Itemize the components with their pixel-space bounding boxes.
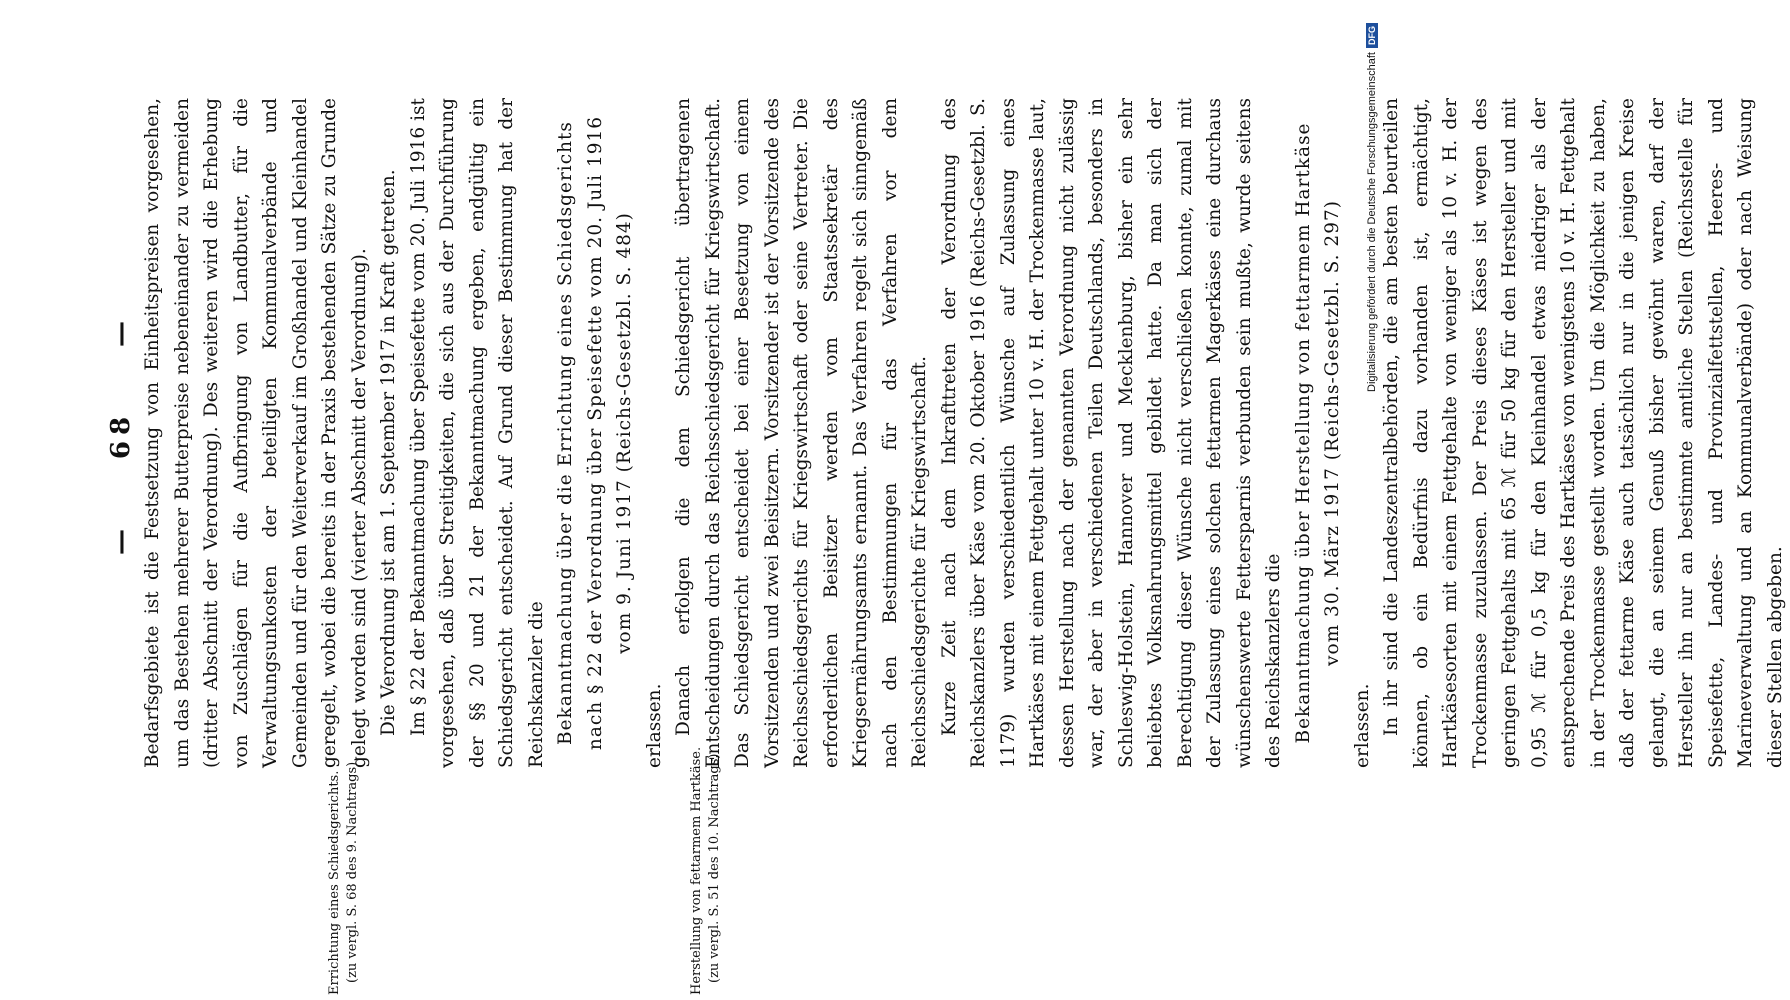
paragraph: In ihr sind die Landeszentralbehörden, die am besten beurteilen können, ob ein Bedürfnis dazu vorhanden ist, ermächtigt, Hartkäsesorten mit einem Fettgehalte von weniger als 10 v. H. der Trockenmasse zuzulassen. Der Preis dieses Käses ist wegen des geringen Fettgehalts mit 65 ℳ für 50 kg für den Hersteller und mit 0,95 ℳ für 0,5 kg für den Kleinhandel etwas niedriger als der entsprechende Preis des Hartkäses von wenigstens 10 v. H. Fettgehalt in der Trockenmasse gestellt worden. Um die Möglichkeit zu haben, daß der fettarme Käse auch tatsächlich nur in die jenigen Kreise gelangt, die an seinem Genuß bisher gewöhnt waren, darf der Hersteller ihn nur an bestimmte amtliche Stellen (Reichsstelle für Speisefette, Landes- und Provinzialfettstellen, Heeres- und Marineverwaltung und an Kommunalverbände) oder nach Weisung dieser Stellen abgeben. [1381,98,1786,768]
margin-note-title: Herstellung von fettarmem Hartkäse. [689,746,704,995]
paragraph: Die Verordnung ist am 1. September 1917 in Kraft getreten. [378,169,399,736]
page-header [106,315,136,555]
digitization-credit [1366,0,1378,392]
header-dash-left: — [106,523,136,555]
decree-title: Bekanntmachung über die Errichtung eines Schiedsgerichts nach § 22 der Verordnung über Speisefette vom 20. Juli 1916 vom 9. Juni 1917 (Reichs-Gesetzbl. S. 484) [555,115,635,751]
credit-text: Digitalisierung gefördert durch die Deutsche Forschungsgemeinschaft [1366,52,1378,392]
page-number: 68 [106,410,136,460]
dfg-logo: DFG [1366,23,1378,48]
margin-note-ref: (zu vergl. S. 51 des 10. Nachtrags). [707,749,722,983]
margin-note-ref: (zu vergl. S. 68 des 9. Nachtrags). [345,757,360,983]
decree-title: Bekanntmachung über Herstellung von fettarmem Hartkäse vom 30. März 1917 (Reichs-Gesetzbl. S. 297) [1292,122,1343,744]
paragraph: Bedarfsgebiete ist die Festsetzung von Einheitspreisen vorgesehen, um das Bestehen mehrerer Butterpreise nebeneinander zu vermeiden (dritter Abschnitt der Verordnung). Des weiteren wird die Erhebung von Zuschlägen für die Aufbringung von Landbutter, für die Verwaltungsunkosten der beteiligten Kommunalverbände und Gemeinden und für den Weiterverkauf im Großhandel und Kleinhandel geregelt, wobei die bereits in der Praxis bestehenden Sätze zu Grunde gelegt worden sind (vierter Abschnitt der Verordnung). [142,98,370,768]
margin-note-title: Errichtung eines Schiedsgerichts. [327,770,342,995]
header-dash-right: — [106,315,136,347]
margin-note [688,735,724,995]
paragraph: erlassen. [643,683,665,768]
paragraph: erlassen. [1351,683,1373,768]
paragraph: Im § 22 der Bekanntmachung über Speisefette vom 20. Juli 1916 ist vorgesehen, daß über Streitigkeiten, die sich aus der Durchführung der §§ 20 und 21 der Bekanntmachung ergeben, endgültig ein Schiedsgericht entscheidet. Auf Grund dieser Bestimmung hat der Reichskanzler die [407,98,547,768]
paragraph: Danach erfolgen die dem Schiedsgericht übertragenen Entscheidungen durch das Reichsschiedsgericht für Kriegswirtschaft. Das Schiedsgericht entscheidet bei einer Besetzung von einem Vorsitzenden und zwei Beisitzern. Vorsitzender ist der Vorsitzende des Reichsschiedsgerichts für Kriegswirtschaft oder seine Vertreter. Die erforderlichen Beisitzer werden vom Staatssekretär des Kriegsernährungsamts ernannt. Das Verfahren regelt sich sinngemäß nach den Bestimmungen für das Verfahren vor dem Reichsschiedsgerichte für Kriegswirtschaft. [673,98,930,768]
body-text [138,98,1790,768]
paragraph: Kurze Zeit nach dem Inkrafttreten der Verordnung des Reichskanzlers über Käse vom 20. Oktober 1916 (Reichs-Gesetzbl. S. 1179) wurden verschiedentlich Wünsche auf Zulassung eines Hartkäses mit einem Fettgehalt unter 10 v. H. der Trockenmasse laut, dessen Herstellung nach der genannten Verordnung nicht zulässig war, der aber in verschiedenen Teilen Deutschlands, besonders in Schleswig-Holstein, Hannover und Mecklenburg, bisher ein sehr beliebtes Volksnahrungsmittel gebildet hatte. Da man sich der Berechtigung dieser Wünsche nicht verschließen konnte, zumal mit der Zulassung eines solchen fettarmen Magerkäses eine durchaus wünschenswerte Fettersparnis verbunden sein mußte, wurde seitens des Reichskanzlers die [938,98,1284,768]
margin-note [326,735,362,995]
